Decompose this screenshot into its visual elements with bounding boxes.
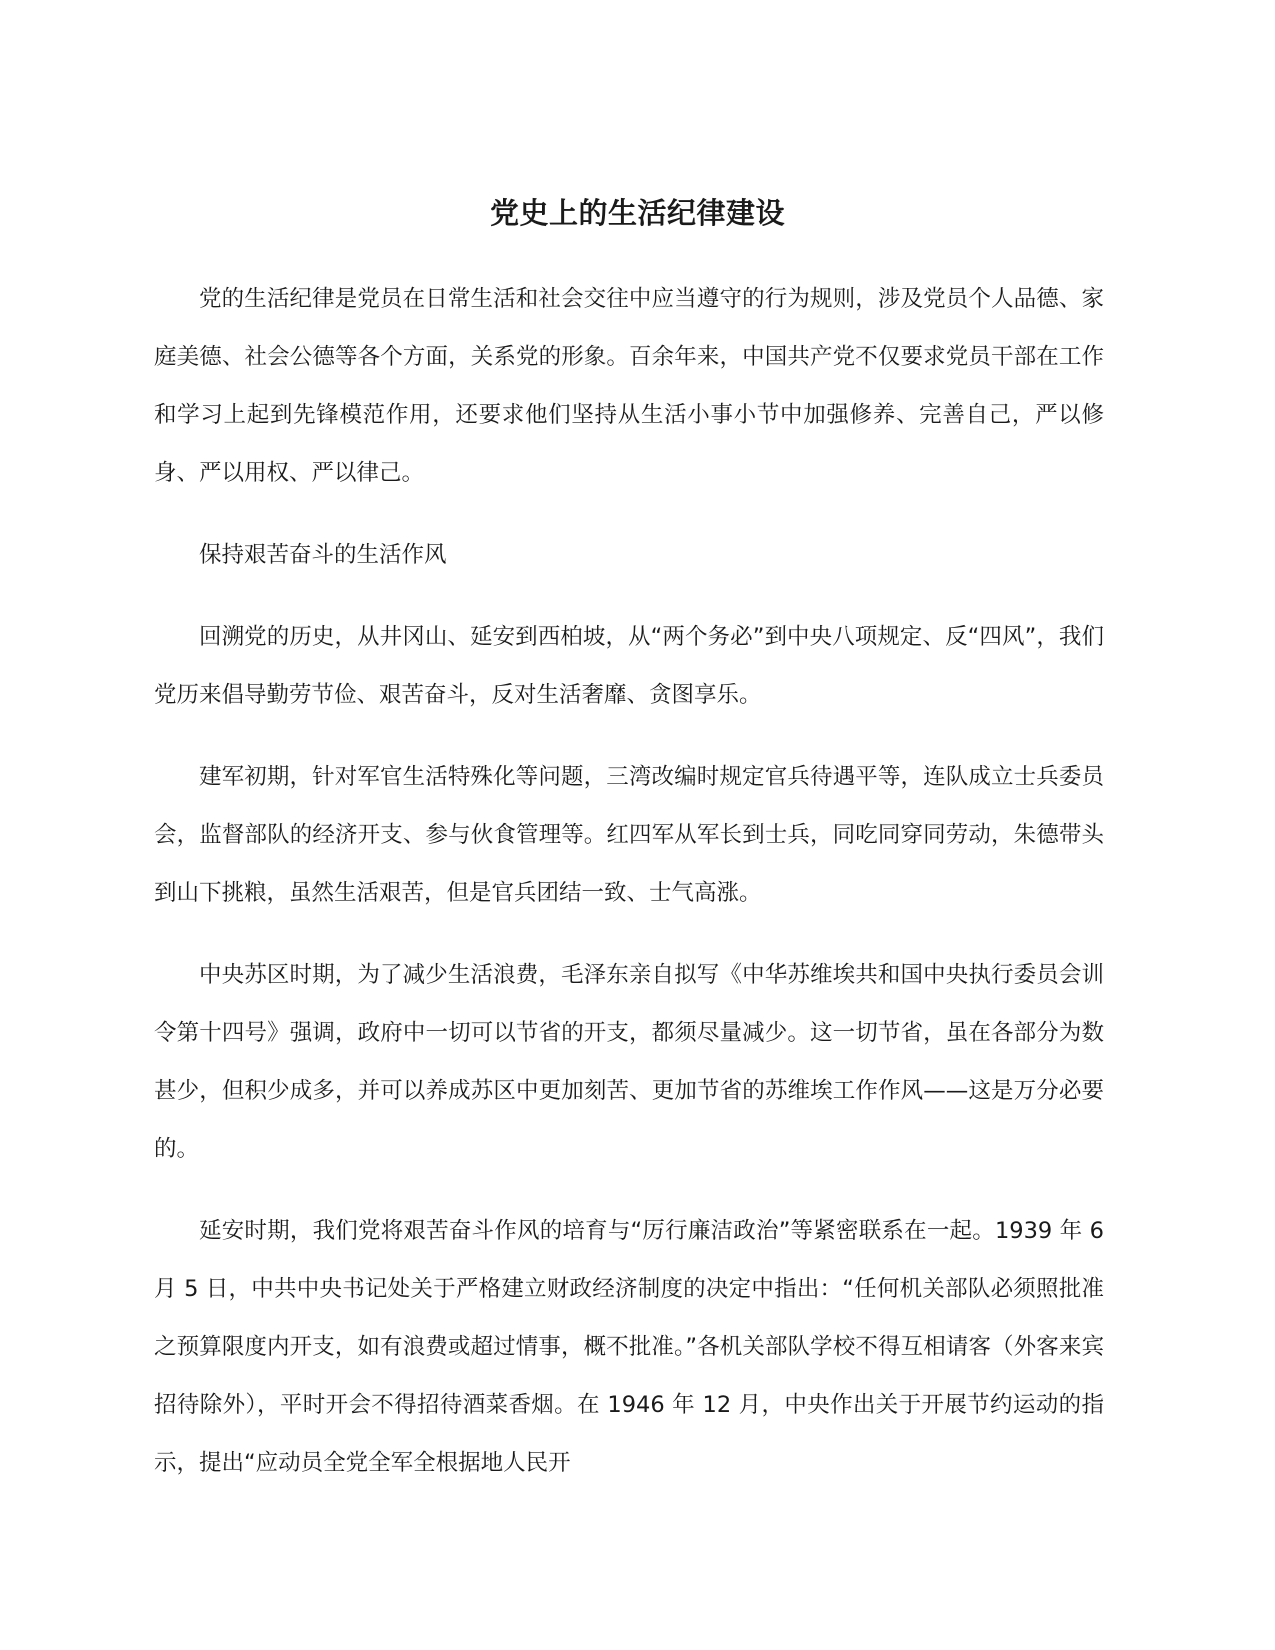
paragraph-history: 回溯党的历史，从井冈山、延安到西柏坡，从“两个务必”到中央八项规定、反“四风”，我们党历来倡导勤劳节俭、艰苦奋斗，反对生活奢靡、贪图享乐。 (154, 624, 1104, 708)
paragraph-early-army: 建军初期，针对军官生活特殊化等问题，三湾改编时规定官兵待遇平等，连队成立士兵委员会，监督部队的经济开支、参与伙食管理等。红四军从军长到士兵，同吃同穿同劳动，朱德带头到山下挑粮，虽然生活艰苦，但是官兵团结一致、士气高涨。 (154, 764, 1104, 906)
paragraph-intro: 党的生活纪律是党员在日常生活和社会交往中应当遵守的行为规则，涉及党员个人品德、家庭美德、社会公德等各个方面，关系党的形象。百余年来，中国共产党不仅要求党员干部在工作和学习上起到先锋模范作用，还要求他们坚持从生活小事小节中加强修养、完善自己，严以修身、严以用权、严以律己。 (154, 286, 1104, 486)
paragraph-central-soviet: 中央苏区时期，为了减少生活浪费，毛泽东亲自拟写《中华苏维埃共和国中央执行委员会训令第十四号》强调，政府中一切可以节省的开支，都须尽量减少。这一切节省，虽在各部分为数甚少，但积少成多，并可以养成苏区中更加刻苦、更加节省的苏维埃工作作风——这是万分必要的。 (154, 962, 1104, 1162)
document-body (154, 270, 1104, 1516)
paragraph-yanan: 延安时期，我们党将艰苦奋斗作风的培育与“厉行廉洁政治”等紧密联系在一起。1939 年 6 月 5 日，中共中央书记处关于严格建立财政经济制度的决定中指出：“任何机关部队必须照批准之预算限度内开支，如有浪费或超过情事，概不批准。”各机关部队学校不得互相请客（外客来宾招待除外），平时开会不得招待酒菜香烟。在 1946 年 12 月，中央作出关于开展节约运动的指示，提出“应动员全党全军全根据地人民开 (154, 1218, 1104, 1476)
document-title: 党史上的生活纪律建设 (489, 196, 785, 230)
section-heading: 保持艰苦奋斗的生活作风 (199, 542, 447, 568)
